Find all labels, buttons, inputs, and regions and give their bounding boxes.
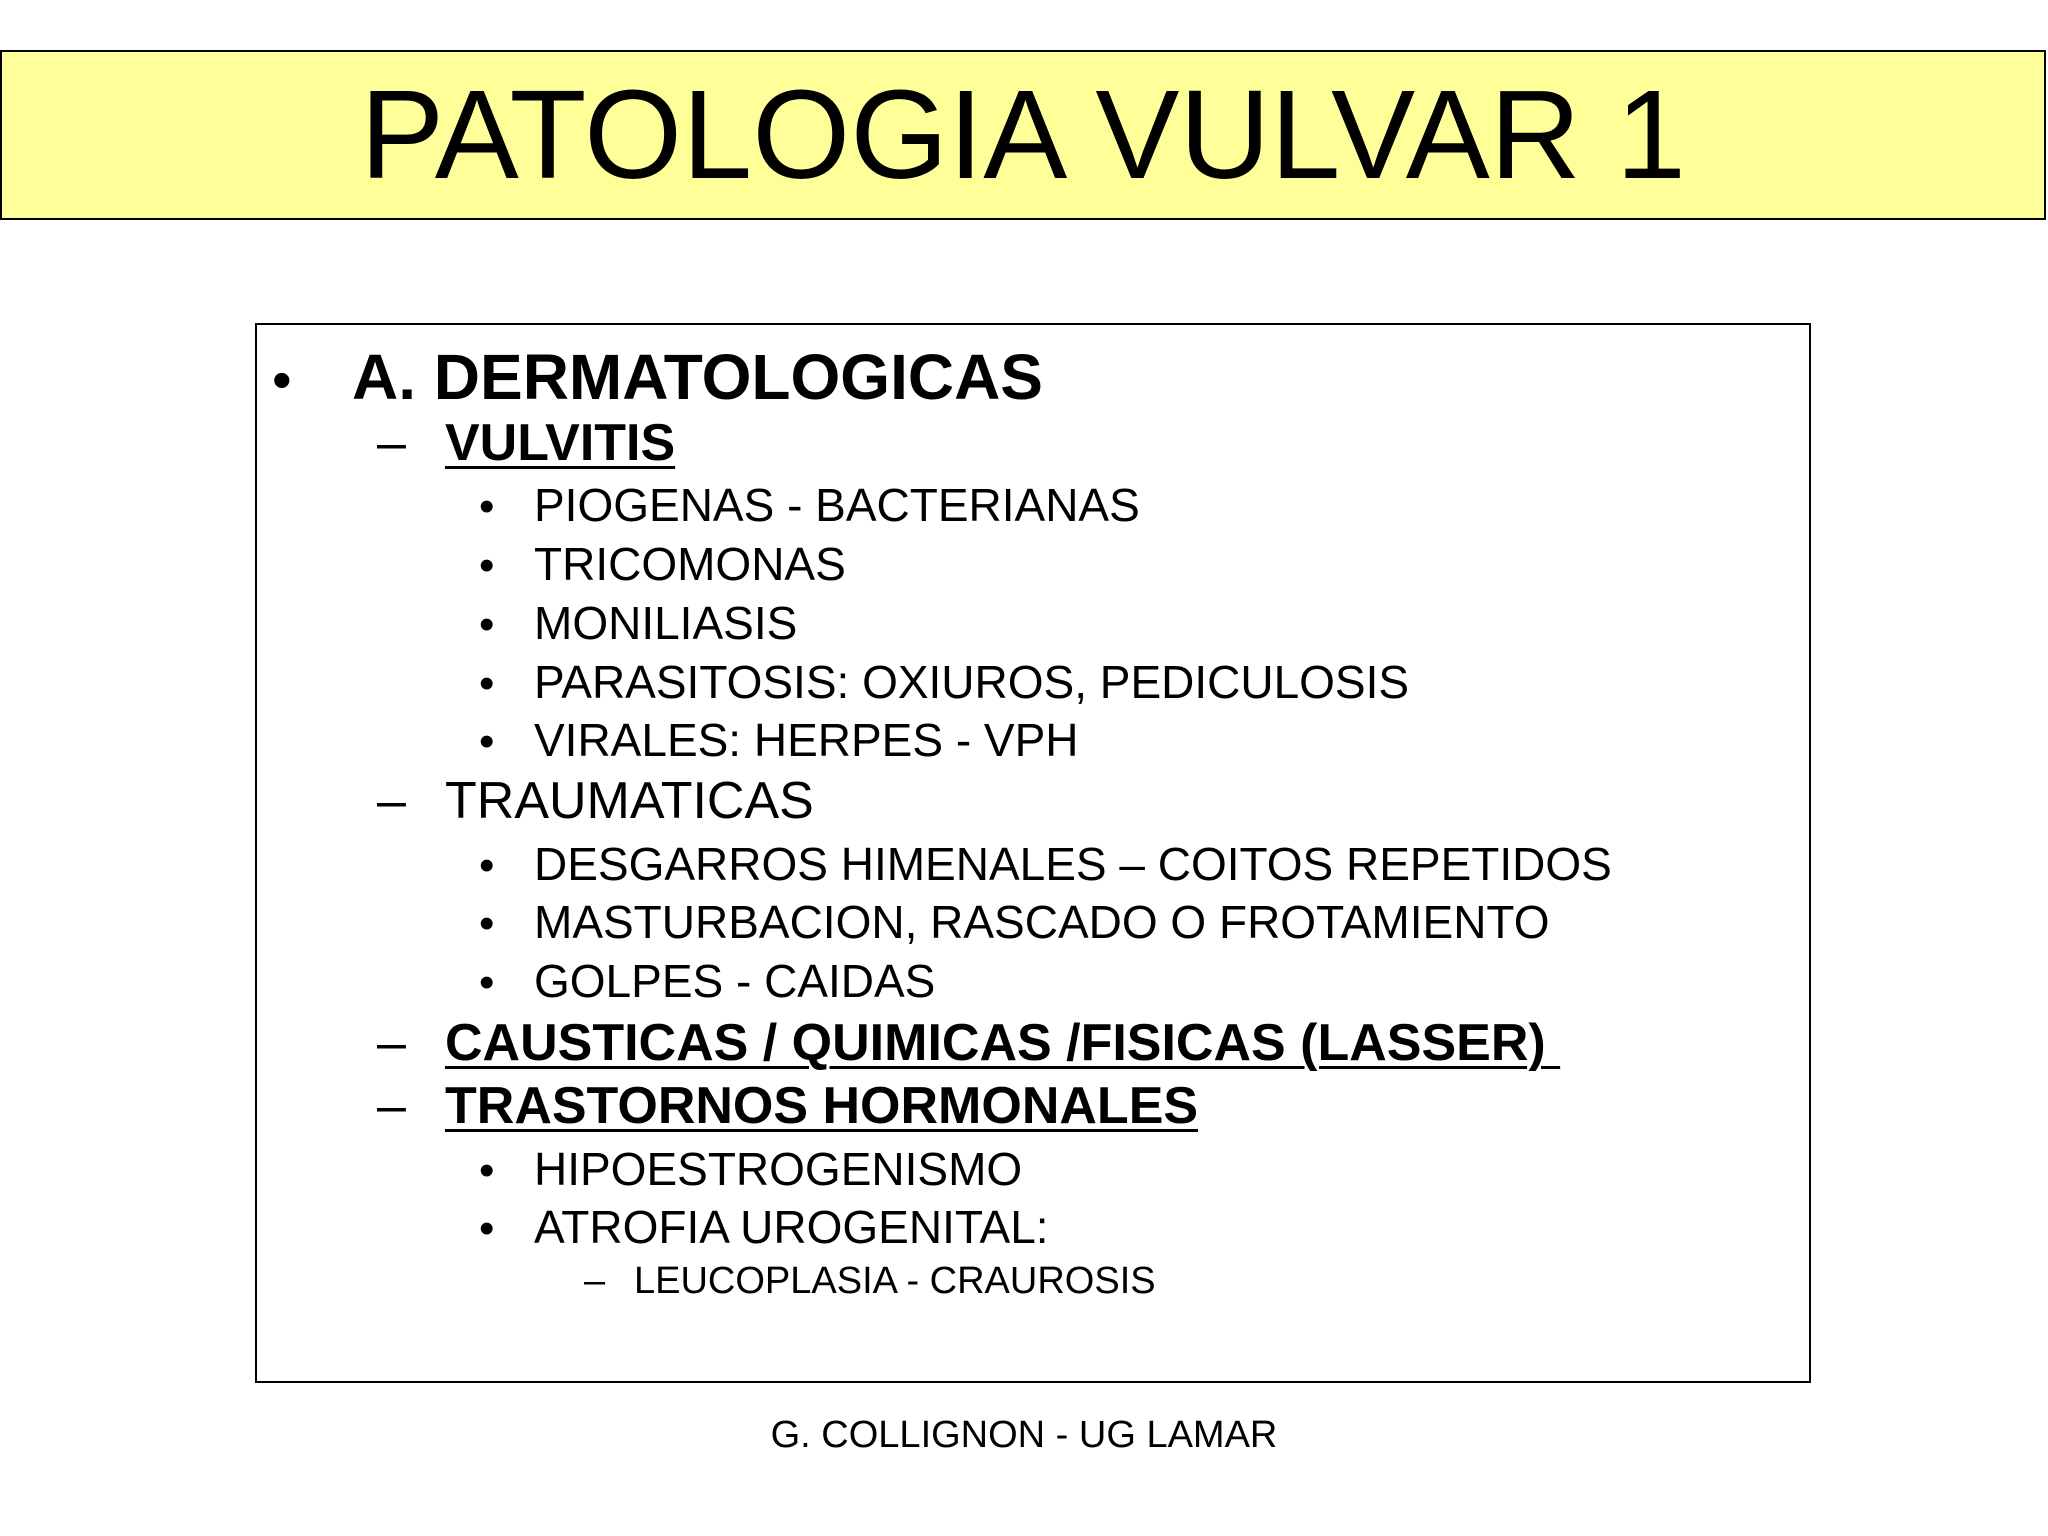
causticas-label: CAUSTICAS / QUIMICAS /FISICAS (LASSER) [445, 1014, 1561, 1072]
dash-marker: – [377, 1077, 406, 1135]
vulvitis-item: PIOGENAS - BACTERIANAS [534, 479, 1140, 531]
outline-heading-row [272, 340, 1043, 414]
vulvitis-row [377, 413, 675, 473]
dash-marker: – [377, 1014, 406, 1072]
title-banner [0, 50, 2046, 220]
list-item [479, 837, 1612, 891]
list-item [479, 954, 935, 1008]
slide-footer: G. COLLIGNON - UG LAMAR [770, 1414, 1278, 1456]
traumaticas-item: GOLPES - CAIDAS [534, 955, 936, 1007]
bullet-marker: • [479, 482, 495, 531]
bullet-marker: • [479, 899, 495, 948]
hormonales-item: HIPOESTROGENISMO [534, 1143, 1023, 1195]
bullet-marker: • [479, 841, 495, 890]
hormonales-sub-item: LEUCOPLASIA - CRAUROSIS [634, 1260, 1156, 1302]
bullet-marker: • [479, 1146, 495, 1195]
vulvitis-label: VULVITIS [445, 414, 676, 472]
vulvitis-item: MONILIASIS [534, 597, 798, 649]
list-item [479, 537, 846, 591]
dash-marker: – [377, 772, 406, 830]
list-item [479, 1200, 1049, 1254]
bullet-marker: • [479, 717, 495, 766]
vulvitis-item: TRICOMONAS [534, 538, 846, 590]
hormonales-item: ATROFIA UROGENITAL: [534, 1201, 1049, 1253]
dash-marker: – [377, 414, 406, 472]
vulvitis-item: PARASITOSIS: OXIUROS, PEDICULOSIS [534, 656, 1410, 708]
causticas-row [377, 1013, 1560, 1073]
hormonales-row [377, 1076, 1198, 1136]
list-item [479, 1142, 1022, 1196]
bullet-marker: • [272, 348, 292, 411]
list-item [479, 655, 1409, 709]
traumaticas-item: DESGARROS HIMENALES – COITOS REPETIDOS [534, 838, 1612, 890]
hormonales-label: TRASTORNOS HORMONALES [445, 1077, 1199, 1135]
outline-heading: A. DERMATOLOGICAS [352, 341, 1043, 413]
slide-title: PATOLOGIA VULVAR 1 [360, 64, 1686, 205]
list-item [479, 895, 1549, 949]
bullet-marker: • [479, 541, 495, 590]
dash-marker: – [584, 1260, 606, 1302]
traumaticas-item: MASTURBACION, RASCADO O FROTAMIENTO [534, 896, 1550, 948]
bullet-marker: • [479, 958, 495, 1007]
bullet-marker: • [479, 1204, 495, 1253]
bullet-marker: • [479, 600, 495, 649]
content-box [255, 323, 1811, 1383]
bullet-marker: • [479, 659, 495, 708]
list-item [479, 596, 797, 650]
list-item [479, 713, 1079, 767]
list-item [479, 478, 1140, 532]
list-item [584, 1260, 1156, 1303]
vulvitis-item: VIRALES: HERPES - VPH [534, 714, 1079, 766]
traumaticas-row [377, 771, 814, 831]
traumaticas-label: TRAUMATICAS [445, 772, 814, 830]
